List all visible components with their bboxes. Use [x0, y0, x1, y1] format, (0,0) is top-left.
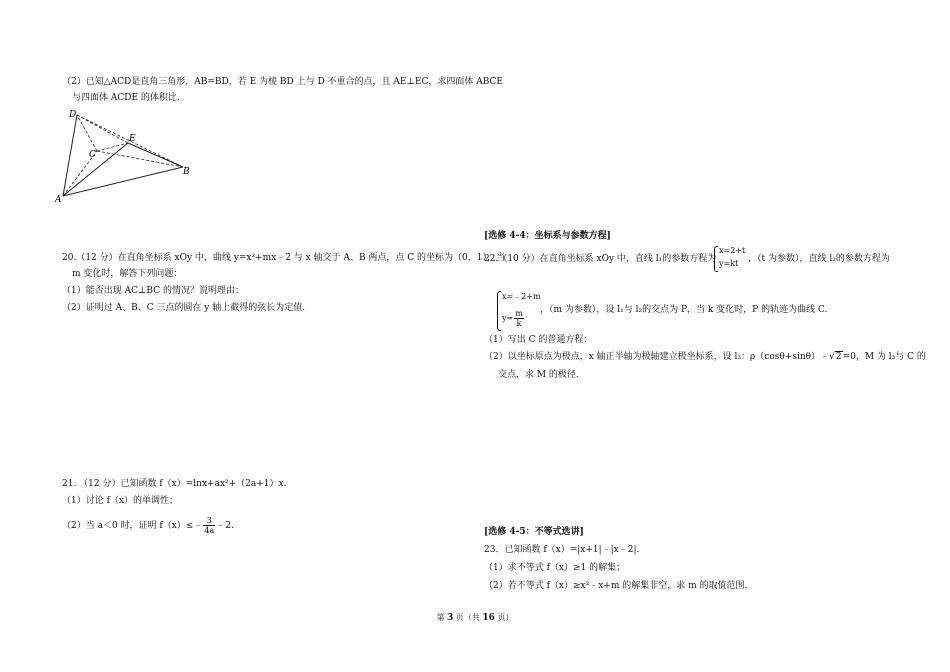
- footer-page-number: 3: [447, 613, 454, 623]
- footer-pre: 第: [436, 613, 448, 622]
- q22-sqrt: 2: [835, 352, 842, 362]
- section-4-4-header: [选修 4-4：坐标系与参数方程]: [484, 231, 611, 241]
- q21-fraction: [203, 516, 215, 535]
- section-4-5-header: [选修 4-5：不等式选讲]: [484, 527, 584, 537]
- label-b: B: [183, 167, 190, 177]
- q21-line1: 21. （12 分）已知函数 f（x）=lnx+ax²+（2a+1）x.: [62, 479, 287, 489]
- q22-sys2-den: k: [516, 319, 522, 328]
- q21-part2: [62, 516, 234, 535]
- q22-sys2-num: m: [515, 309, 523, 318]
- label-d: D: [69, 110, 77, 120]
- q19-part2-line2: 与四面体 ACDE 的体积比.: [72, 93, 180, 103]
- q21-part2-pre: （2）当 a＜0 时，证明 f（x）≤﹣: [62, 521, 203, 531]
- q22-part2-line2: 交点，求 M 的极径.: [498, 370, 579, 380]
- label-a: A: [55, 195, 62, 205]
- q22-sys1-a: x=2+t: [719, 246, 746, 255]
- q21-frac-num: 3: [203, 516, 215, 526]
- q22-sys2-b: [502, 309, 525, 328]
- q22-part2: （2）以坐标原点为极点，x 轴正半轴为极轴建立极坐标系，设 l₃：ρ（cosθ+sinθ）﹣√2=0，M 为 l₃与 C 的: [484, 352, 926, 362]
- q22-part2-post: =0，M 为 l₃与 C 的: [842, 352, 926, 362]
- footer-post: 页）: [494, 613, 514, 622]
- q23-part1: （1）求不等式 f（x）≥1 的解集；: [484, 563, 626, 573]
- q23-line1: 23．已知函数 f（x）=|x+1|﹣|x﹣2|.: [484, 545, 640, 555]
- q21-part2-post: ﹣2.: [216, 521, 234, 531]
- label-e: E: [129, 134, 136, 144]
- q23-part2: （2）若不等式 f（x）≥x²﹣x+m 的解集非空，求 m 的取值范围.: [484, 581, 748, 591]
- q21-part1: （1）讨论 f（x）的单调性；: [62, 496, 178, 506]
- footer-mid: 页（共: [453, 613, 483, 622]
- q22-part2-pre: （2）以坐标原点为极点，x 轴正半轴为极轴建立极坐标系，设 l₃：ρ（cosθ+sinθ）﹣: [484, 352, 830, 362]
- q22-part1: （1）写出 C 的普通方程；: [484, 335, 593, 345]
- q19-part2-line1: （2）已知△ACD是直角三角形，AB=BD，若 E 为棱 BD 上与 D 不重合的点，且 AE⊥EC，求四面体 ABCE: [62, 77, 503, 87]
- q22-sys1-b: y=kt: [719, 259, 739, 268]
- q22-sys2-b-pre: y=: [502, 313, 514, 323]
- footer-total-pages: 16: [482, 613, 495, 623]
- q20-line2: m 变化时，解答下列问题：: [72, 269, 183, 279]
- tetrahedron-figure: [55, 106, 205, 206]
- q22-line2: ，（m 为参数），设 l₁与 l₂的交点为 P，当 k 变化时，P 的轨迹为曲线 C.: [540, 305, 828, 315]
- q22-brace-1: [714, 246, 718, 272]
- q20-line1: 20.（12 分）在直角坐标系 xOy 中，曲线 y=x²+mx﹣2 与 x 轴交于 A、B 两点，点 C 的坐标为（0，1），当: [62, 253, 505, 263]
- q20-part2: （2）证明过 A、B、C 三点的圆在 y 轴上截得的弦长为定值.: [62, 303, 306, 313]
- page-footer: [0, 612, 950, 623]
- label-c: C: [89, 150, 96, 160]
- q21-frac-den: 4a: [204, 526, 215, 535]
- q22-brace-2: [497, 291, 501, 331]
- q20-part1: （1）能否出现 AC⊥BC 的情况？说明理由；: [62, 286, 244, 296]
- q22-sys2-fraction: [514, 309, 524, 328]
- q22-line1-post: ，（t 为参数），直线 l₂的参数方程为: [748, 254, 890, 264]
- q22-sys2-a: x=﹣2+m: [502, 292, 541, 301]
- q22-line1-pre: 22.（10 分）在直角坐标系 xOy 中，直线 l₁的参数方程为: [484, 254, 717, 264]
